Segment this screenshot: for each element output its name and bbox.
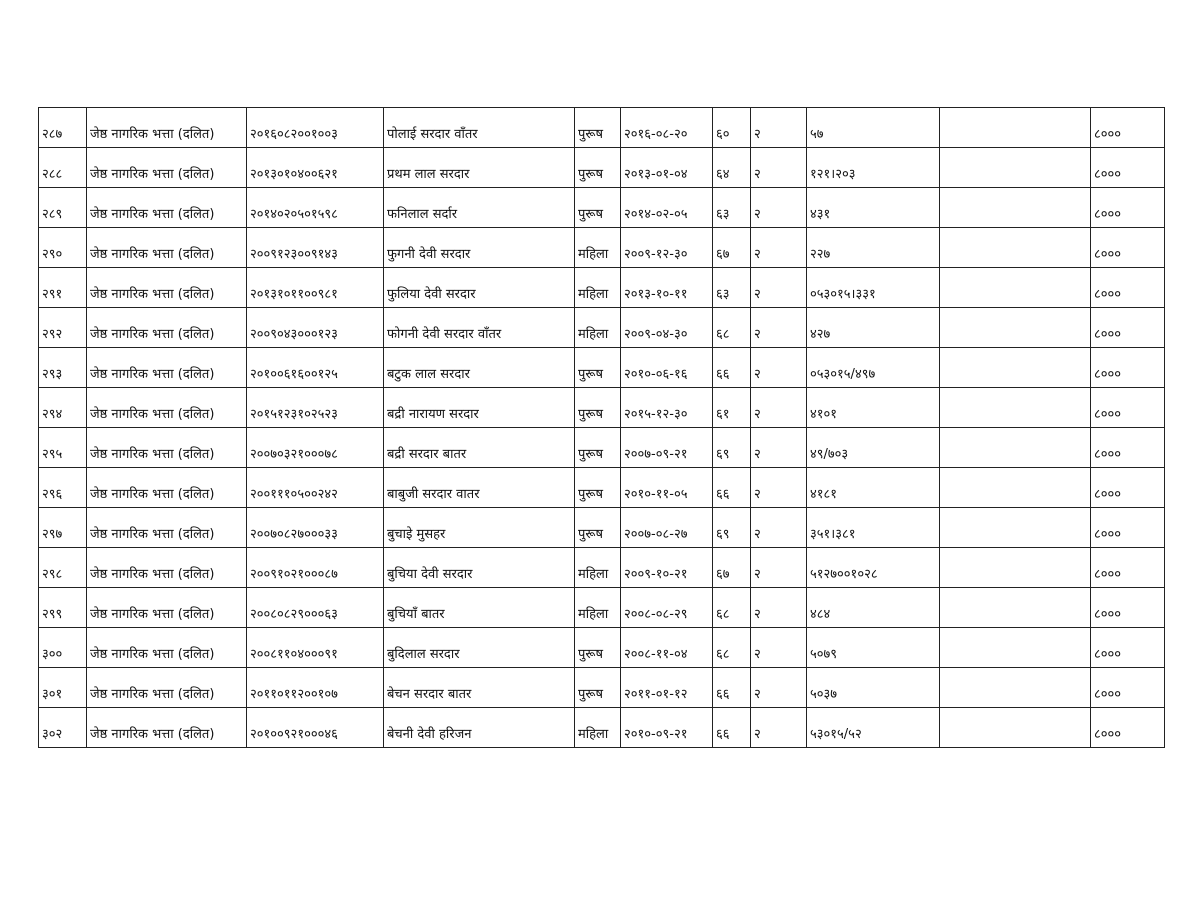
cell-beneficiary-name: फोगनी देवी सरदार वाँतर [384, 308, 575, 348]
cell-remarks [940, 508, 1091, 548]
cell-beneficiary-id: २०१५१२३१०२५२३ [247, 388, 384, 428]
cell-citizenship-number: ५१२७००१०२८ [807, 548, 940, 588]
cell-age: ६८ [713, 308, 751, 348]
cell-remarks [940, 428, 1091, 468]
cell-gender: पुरूष [575, 188, 621, 228]
cell-date-of-birth: २००८-११-०४ [621, 628, 713, 668]
cell-beneficiary-id: २०१००६१६००१२५ [247, 348, 384, 388]
cell-remarks [940, 468, 1091, 508]
cell-amount: ८००० [1091, 348, 1165, 388]
cell-gender: पुरूष [575, 628, 621, 668]
cell-remarks [940, 108, 1091, 148]
cell-allowance-category: जेष्ठ नागरिक भत्ता (दलित) [87, 148, 247, 188]
cell-serial-number: २९२ [39, 308, 87, 348]
cell-beneficiary-name: बाबुजी सरदार वातर [384, 468, 575, 508]
cell-amount: ८००० [1091, 388, 1165, 428]
cell-amount: ८००० [1091, 668, 1165, 708]
cell-beneficiary-id: २००८११०४०००९१ [247, 628, 384, 668]
cell-ward: २ [751, 708, 807, 748]
cell-date-of-birth: २००९-१२-३० [621, 228, 713, 268]
cell-allowance-category: जेष्ठ नागरिक भत्ता (दलित) [87, 268, 247, 308]
cell-serial-number: ३०१ [39, 668, 87, 708]
cell-age: ६० [713, 108, 751, 148]
cell-citizenship-number: ४२७ [807, 308, 940, 348]
cell-date-of-birth: २०१०-०६-१६ [621, 348, 713, 388]
cell-citizenship-number: ४९/७०३ [807, 428, 940, 468]
cell-beneficiary-id: २००१११०५००२४२ [247, 468, 384, 508]
cell-date-of-birth: २०१३-१०-११ [621, 268, 713, 308]
cell-serial-number: २९१ [39, 268, 87, 308]
cell-serial-number: २९७ [39, 508, 87, 548]
cell-gender: पुरूष [575, 108, 621, 148]
cell-allowance-category: जेष्ठ नागरिक भत्ता (दलित) [87, 188, 247, 228]
cell-gender: पुरूष [575, 388, 621, 428]
cell-amount: ८००० [1091, 508, 1165, 548]
cell-allowance-category: जेष्ठ नागरिक भत्ता (दलित) [87, 348, 247, 388]
cell-gender: महिला [575, 308, 621, 348]
cell-citizenship-number: ५७ [807, 108, 940, 148]
cell-gender: महिला [575, 588, 621, 628]
cell-age: ६४ [713, 148, 751, 188]
cell-ward: २ [751, 508, 807, 548]
cell-serial-number: २९३ [39, 348, 87, 388]
table-row [39, 468, 1165, 508]
cell-allowance-category: जेष्ठ नागरिक भत्ता (दलित) [87, 388, 247, 428]
cell-allowance-category: जेष्ठ नागरिक भत्ता (दलित) [87, 628, 247, 668]
table-row [39, 268, 1165, 308]
cell-date-of-birth: २०१५-१२-३० [621, 388, 713, 428]
cell-beneficiary-id: २०१००९२१०००४६ [247, 708, 384, 748]
table-row [39, 548, 1165, 588]
cell-date-of-birth: २००९-१०-२१ [621, 548, 713, 588]
cell-beneficiary-id: २०१३१०११००९८१ [247, 268, 384, 308]
cell-serial-number: २९६ [39, 468, 87, 508]
cell-beneficiary-id: २००९०४३०००१२३ [247, 308, 384, 348]
table-row [39, 588, 1165, 628]
table-row [39, 148, 1165, 188]
cell-allowance-category: जेष्ठ नागरिक भत्ता (दलित) [87, 708, 247, 748]
cell-age: ६६ [713, 468, 751, 508]
cell-beneficiary-id: २०१६०८२००१००३ [247, 108, 384, 148]
cell-amount: ८००० [1091, 268, 1165, 308]
cell-amount: ८००० [1091, 588, 1165, 628]
cell-remarks [940, 388, 1091, 428]
cell-beneficiary-id: २००७०८२७०००३३ [247, 508, 384, 548]
cell-ward: २ [751, 148, 807, 188]
cell-remarks [940, 308, 1091, 348]
cell-allowance-category: जेष्ठ नागरिक भत्ता (दलित) [87, 228, 247, 268]
cell-remarks [940, 148, 1091, 188]
table-row [39, 308, 1165, 348]
cell-beneficiary-name: फुलिया देवी सरदार [384, 268, 575, 308]
cell-beneficiary-name: बद्री नारायण सरदार [384, 388, 575, 428]
table-row [39, 668, 1165, 708]
cell-serial-number: २९४ [39, 388, 87, 428]
cell-ward: २ [751, 108, 807, 148]
table-row [39, 628, 1165, 668]
cell-amount: ८००० [1091, 708, 1165, 748]
cell-age: ६९ [713, 508, 751, 548]
cell-amount: ८००० [1091, 428, 1165, 468]
cell-age: ६३ [713, 268, 751, 308]
cell-allowance-category: जेष्ठ नागरिक भत्ता (दलित) [87, 588, 247, 628]
cell-beneficiary-name: बुदिलाल सरदार [384, 628, 575, 668]
cell-remarks [940, 188, 1091, 228]
cell-citizenship-number: ०५३०१५/४९७ [807, 348, 940, 388]
cell-beneficiary-name: बेचनी देवी हरिजन [384, 708, 575, 748]
cell-remarks [940, 708, 1091, 748]
cell-age: ६६ [713, 708, 751, 748]
cell-date-of-birth: २००९-०४-३० [621, 308, 713, 348]
cell-age: ६९ [713, 428, 751, 468]
cell-remarks [940, 228, 1091, 268]
cell-allowance-category: जेष्ठ नागरिक भत्ता (दलित) [87, 108, 247, 148]
cell-age: ६१ [713, 388, 751, 428]
cell-age: ६३ [713, 188, 751, 228]
cell-ward: २ [751, 228, 807, 268]
cell-allowance-category: जेष्ठ नागरिक भत्ता (दलित) [87, 508, 247, 548]
cell-ward: २ [751, 468, 807, 508]
cell-beneficiary-name: बुचिया देवी सरदार [384, 548, 575, 588]
cell-ward: २ [751, 348, 807, 388]
cell-serial-number: ३०० [39, 628, 87, 668]
cell-gender: पुरूष [575, 508, 621, 548]
table-row [39, 188, 1165, 228]
cell-date-of-birth: २०११-०१-१२ [621, 668, 713, 708]
cell-beneficiary-id: २००९१२३००९१४३ [247, 228, 384, 268]
cell-beneficiary-name: फुगनी देवी सरदार [384, 228, 575, 268]
cell-citizenship-number: ३५१।३८१ [807, 508, 940, 548]
cell-citizenship-number: १२१।२०३ [807, 148, 940, 188]
cell-gender: महिला [575, 228, 621, 268]
cell-citizenship-number: २२७ [807, 228, 940, 268]
cell-date-of-birth: २०१४-०२-०५ [621, 188, 713, 228]
table-row [39, 708, 1165, 748]
cell-beneficiary-name: फनिलाल सर्दार [384, 188, 575, 228]
cell-beneficiary-name: पोलाई सरदार वाँतर [384, 108, 575, 148]
cell-amount: ८००० [1091, 628, 1165, 668]
table-row [39, 228, 1165, 268]
cell-remarks [940, 628, 1091, 668]
cell-citizenship-number: ५०७९ [807, 628, 940, 668]
cell-beneficiary-name: बुचियाँ बातर [384, 588, 575, 628]
cell-serial-number: २८७ [39, 108, 87, 148]
cell-beneficiary-id: २००९१०२१०००८७ [247, 548, 384, 588]
cell-remarks [940, 588, 1091, 628]
cell-amount: ८००० [1091, 308, 1165, 348]
cell-ward: २ [751, 388, 807, 428]
cell-allowance-category: जेष्ठ नागरिक भत्ता (दलित) [87, 548, 247, 588]
cell-amount: ८००० [1091, 148, 1165, 188]
cell-serial-number: २८९ [39, 188, 87, 228]
cell-beneficiary-name: बद्री सरदार बातर [384, 428, 575, 468]
cell-beneficiary-name: बटुक लाल सरदार [384, 348, 575, 388]
cell-allowance-category: जेष्ठ नागरिक भत्ता (दलित) [87, 668, 247, 708]
cell-ward: २ [751, 308, 807, 348]
cell-gender: महिला [575, 548, 621, 588]
cell-gender: महिला [575, 708, 621, 748]
cell-citizenship-number: ४३१ [807, 188, 940, 228]
cell-amount: ८००० [1091, 468, 1165, 508]
cell-allowance-category: जेष्ठ नागरिक भत्ता (दलित) [87, 308, 247, 348]
cell-citizenship-number: ४८४ [807, 588, 940, 628]
table-row [39, 388, 1165, 428]
cell-remarks [940, 348, 1091, 388]
cell-beneficiary-id: २०१४०२०५०१५९८ [247, 188, 384, 228]
cell-amount: ८००० [1091, 108, 1165, 148]
cell-allowance-category: जेष्ठ नागरिक भत्ता (दलित) [87, 428, 247, 468]
cell-age: ६६ [713, 668, 751, 708]
cell-beneficiary-name: बुचाइे मुसहर [384, 508, 575, 548]
cell-remarks [940, 548, 1091, 588]
table-body [39, 108, 1165, 748]
cell-citizenship-number: ०५३०१५।३३१ [807, 268, 940, 308]
cell-ward: २ [751, 268, 807, 308]
cell-citizenship-number: ५०३७ [807, 668, 940, 708]
cell-serial-number: २९५ [39, 428, 87, 468]
cell-allowance-category: जेष्ठ नागरिक भत्ता (दलित) [87, 468, 247, 508]
cell-amount: ८००० [1091, 188, 1165, 228]
cell-ward: २ [751, 588, 807, 628]
cell-date-of-birth: २००७-०८-२७ [621, 508, 713, 548]
cell-beneficiary-name: प्रथम लाल सरदार [384, 148, 575, 188]
cell-date-of-birth: २०१३-०१-०४ [621, 148, 713, 188]
cell-remarks [940, 268, 1091, 308]
cell-ward: २ [751, 668, 807, 708]
cell-ward: २ [751, 548, 807, 588]
cell-gender: महिला [575, 268, 621, 308]
cell-remarks [940, 668, 1091, 708]
cell-serial-number: २९८ [39, 548, 87, 588]
cell-age: ६८ [713, 628, 751, 668]
cell-serial-number: २९९ [39, 588, 87, 628]
cell-gender: पुरूष [575, 468, 621, 508]
cell-serial-number: २९० [39, 228, 87, 268]
table-row [39, 108, 1165, 148]
cell-gender: पुरूष [575, 668, 621, 708]
cell-citizenship-number: ५३०१५/५२ [807, 708, 940, 748]
beneficiary-table [38, 107, 1165, 748]
cell-citizenship-number: ४१०१ [807, 388, 940, 428]
cell-ward: २ [751, 188, 807, 228]
cell-beneficiary-id: २००७०३२१०००७८ [247, 428, 384, 468]
cell-age: ६७ [713, 548, 751, 588]
cell-amount: ८००० [1091, 228, 1165, 268]
cell-ward: २ [751, 428, 807, 468]
cell-date-of-birth: २००७-०९-२१ [621, 428, 713, 468]
cell-beneficiary-id: २००८०८२९०००६३ [247, 588, 384, 628]
table-row [39, 508, 1165, 548]
table-row [39, 348, 1165, 388]
cell-ward: २ [751, 628, 807, 668]
cell-beneficiary-name: बेचन सरदार बातर [384, 668, 575, 708]
cell-gender: पुरूष [575, 428, 621, 468]
cell-amount: ८००० [1091, 548, 1165, 588]
cell-beneficiary-id: २०१३०१०४००६२१ [247, 148, 384, 188]
cell-date-of-birth: २०१६-०८-२० [621, 108, 713, 148]
cell-beneficiary-id: २०११०११२००१०७ [247, 668, 384, 708]
cell-age: ६७ [713, 228, 751, 268]
cell-gender: पुरूष [575, 348, 621, 388]
cell-citizenship-number: ४१८१ [807, 468, 940, 508]
cell-date-of-birth: २००८-०८-२९ [621, 588, 713, 628]
cell-gender: पुरूष [575, 148, 621, 188]
cell-serial-number: २८८ [39, 148, 87, 188]
cell-serial-number: ३०२ [39, 708, 87, 748]
cell-date-of-birth: २०१०-११-०५ [621, 468, 713, 508]
cell-date-of-birth: २०१०-०९-२१ [621, 708, 713, 748]
table-row [39, 428, 1165, 468]
cell-age: ६८ [713, 588, 751, 628]
cell-age: ६६ [713, 348, 751, 388]
